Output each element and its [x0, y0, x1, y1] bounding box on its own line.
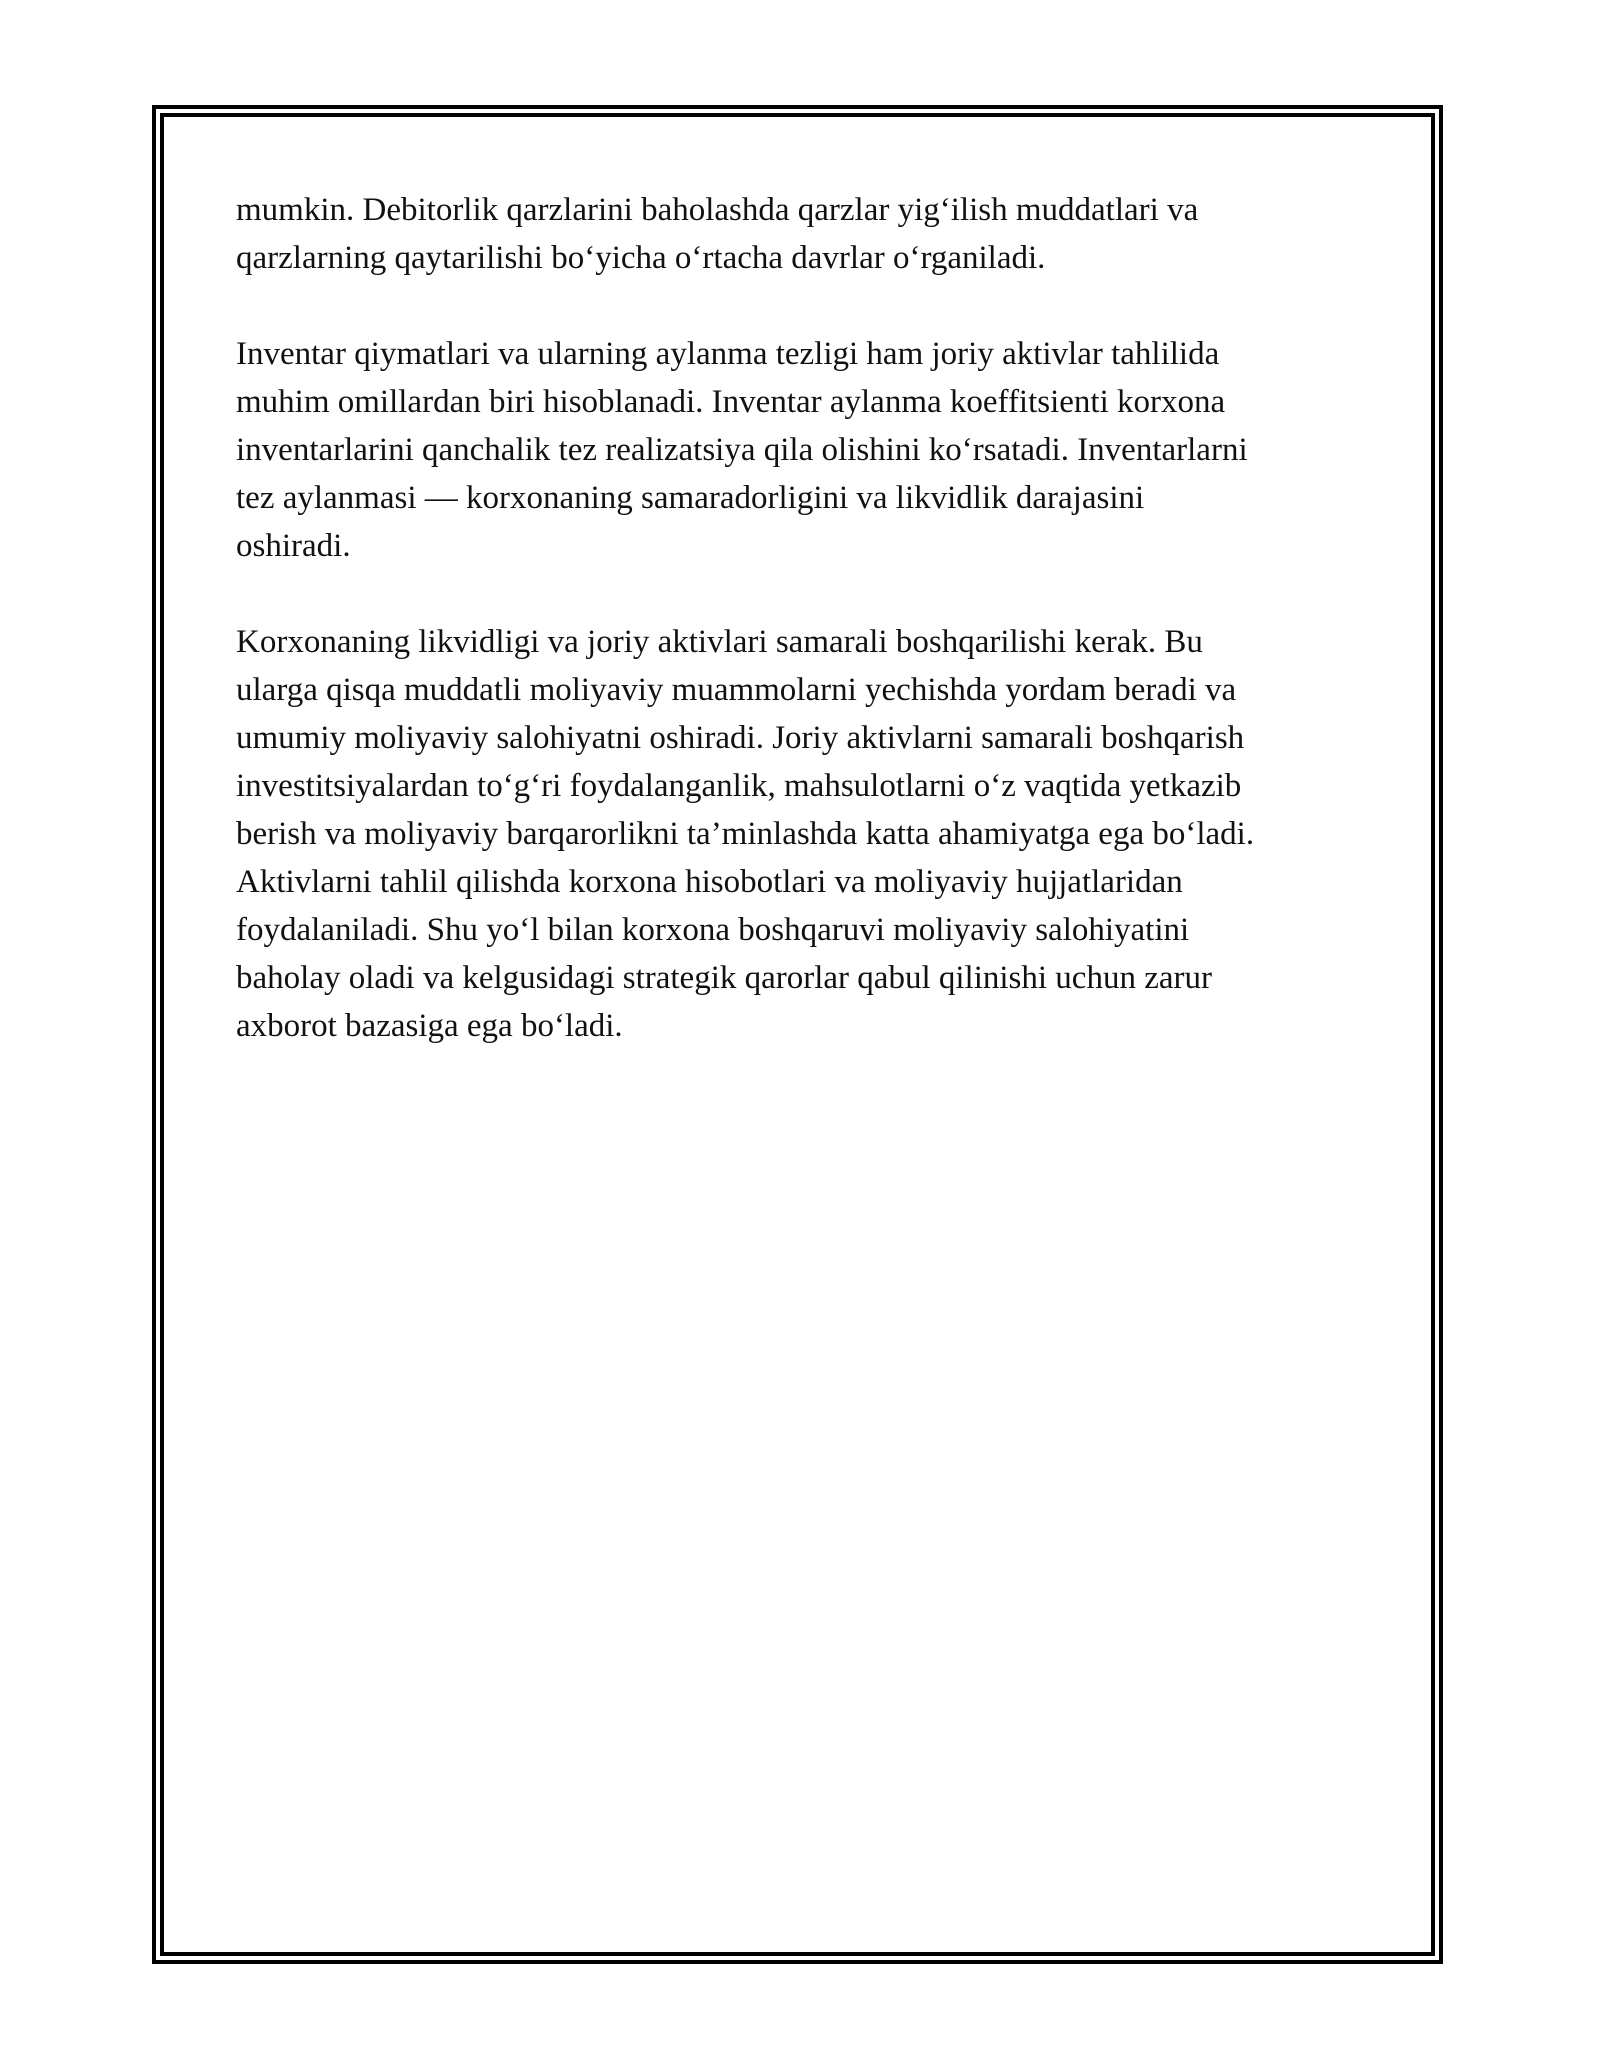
- document-body: [236, 186, 1376, 1098]
- paragraph-receivables: mumkin. Debitorlik qarzlarini baholashda qarzlar yig‘ilish muddatlari va qarzlarning qaytarilishi bo‘yicha o‘rtacha davrlar o‘rganiladi.: [236, 192, 1199, 276]
- paragraph-inventory: Inventar qiymatlari va ularning aylanma tezligi ham joriy aktivlar tahlilida muhim omillardan biri hisoblanadi. Inventar aylanma koeffitsienti korxona inventarlarini qanchalik tez realizatsiya qila olishini ko‘rsatadi. Inventarlarni tez aylanmasi — korxonaning samaradorligini va likvidlik darajasini oshiradi.: [236, 336, 1248, 564]
- paragraph-liquidity: Korxonaning likvidligi va joriy aktivlari samarali boshqarilishi kerak. Bu ularga qisqa muddatli moliyaviy muammolarni yechishda yordam beradi va umumiy moliyaviy salohiyatni oshiradi. Joriy aktivlarni samarali boshqarish investitsiyalardan to‘g‘ri foydalanganlik, mahsulotlarni o‘z vaqtida yetkazib berish va moliyaviy barqarorlikni ta’minlashda katta ahamiyatga ega bo‘ladi. Aktivlarni tahlil qilishda korxona hisobotlari va moliyaviy hujjatlaridan foydalaniladi. Shu yo‘l bilan korxona boshqaruvi moliyaviy salohiyatini baholay oladi va kelgusidagi strategik qarorlar qabul qilinishi uchun zarur axborot bazasiga ega bo‘ladi.: [236, 624, 1255, 1044]
